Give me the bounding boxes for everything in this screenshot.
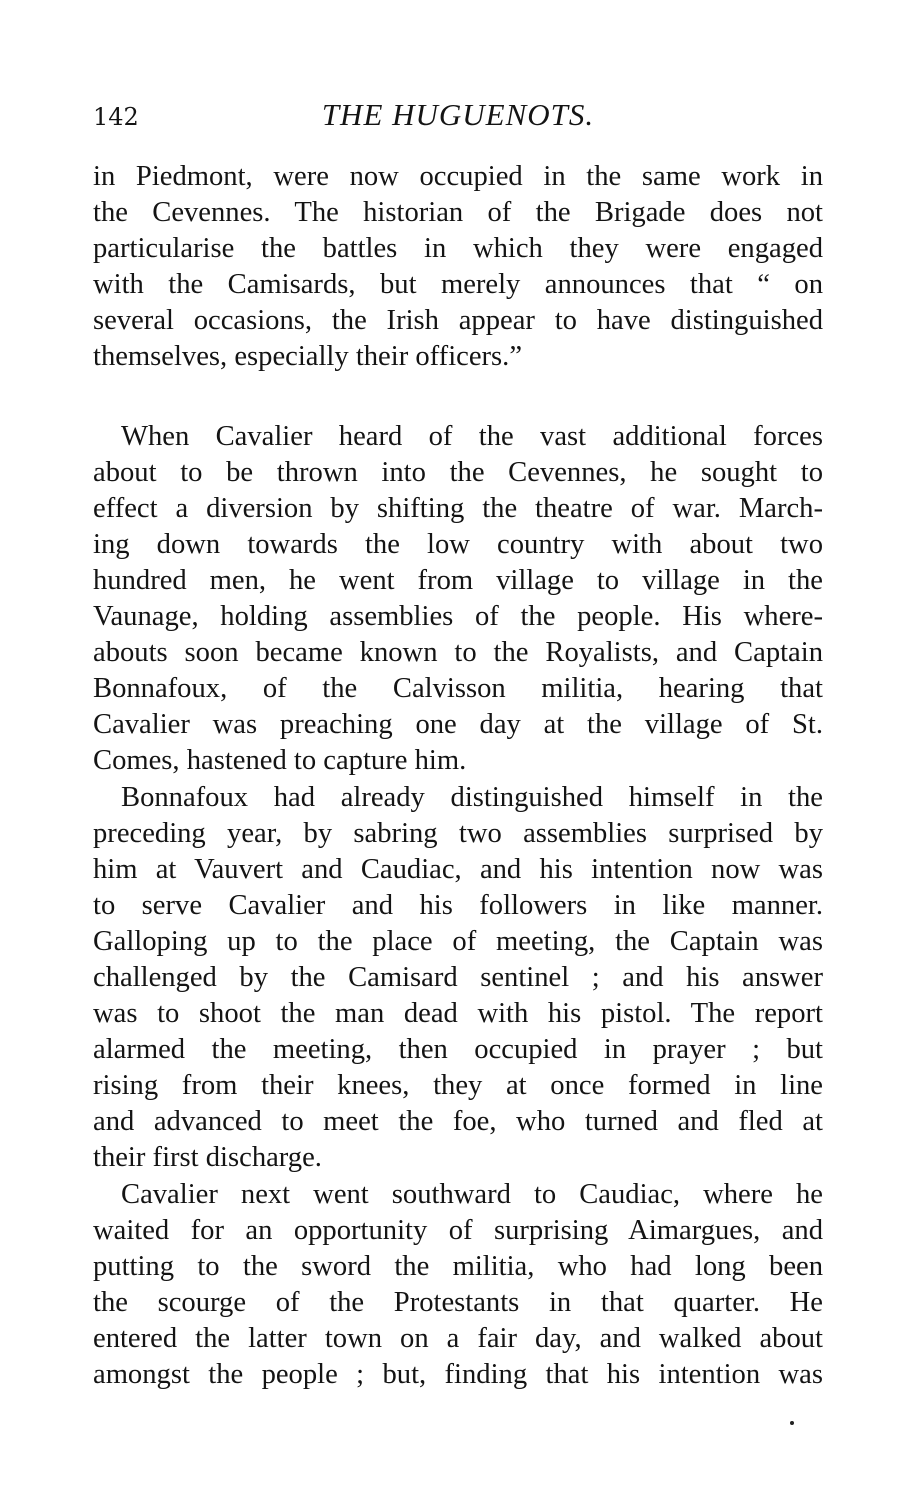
text-line: hundred men, he went from village to village in the [93,565,823,596]
page-number: 142 [93,103,139,131]
text-line: amongst the people ; but, finding that his intention was [93,1359,823,1390]
text-line: Vaunage, holding assemblies of the people. His where- [93,601,823,632]
text-line: putting to the sword the militia, who had long been [93,1251,823,1282]
text-line: Bonnafoux had already distinguished himself in the [121,782,823,813]
text-line: in Piedmont, were now occupied in the same work in [93,161,823,192]
text-line: entered the latter town on a fair day, and walked about [93,1323,823,1354]
text-line: and advanced to meet the foe, who turned and fled at [93,1106,823,1137]
text-line: alarmed the meeting, then occupied in prayer ; but [93,1034,823,1065]
text-line: Bonnafoux, of the Calvisson militia, hearing that [93,673,823,704]
text-line: ing down towards the low country with about two [93,529,823,560]
ink-speck [790,1421,794,1425]
text-line: about to be thrown into the Cevennes, he sought to [93,457,823,488]
text-line: Cavalier was preaching one day at the village of St. [93,709,823,740]
text-line: abouts soon became known to the Royalists, and Captain [93,637,823,668]
text-line: themselves, especially their officers.” [93,341,523,372]
text-line: the scourge of the Protestants in that quarter. He [93,1287,823,1318]
text-line: Comes, hastened to capture him. [93,745,467,776]
text-line: Galloping up to the place of meeting, the Captain was [93,926,823,957]
text-line: When Cavalier heard of the vast additional forces [121,421,823,452]
text-line: their first discharge. [93,1142,322,1173]
text-line: him at Vauvert and Caudiac, and his intention now was [93,854,823,885]
text-line: preceding year, by sabring two assemblies surprised by [93,818,823,849]
running-head [93,97,823,139]
text-line: Cavalier next went southward to Caudiac, where he [121,1179,823,1210]
running-title: THE HUGUENOTS. [321,97,595,132]
text-line: effect a diversion by shifting the theatre of war. March- [93,493,823,524]
text-line: challenged by the Camisard sentinel ; and his answer [93,962,823,993]
text-line: rising from their knees, they at once formed in line [93,1070,823,1101]
text-line: several occasions, the Irish appear to have distinguished [93,305,823,336]
text-line: to serve Cavalier and his followers in like manner. [93,890,823,921]
text-line: the Cevennes. The historian of the Brigade does not [93,197,823,228]
text-line: waited for an opportunity of surprising Aimargues, and [93,1215,823,1246]
text-line: was to shoot the man dead with his pistol. The report [93,998,823,1029]
text-line: with the Camisards, but merely announces that “ on [93,269,823,300]
text-line: particularise the battles in which they were engaged [93,233,823,264]
